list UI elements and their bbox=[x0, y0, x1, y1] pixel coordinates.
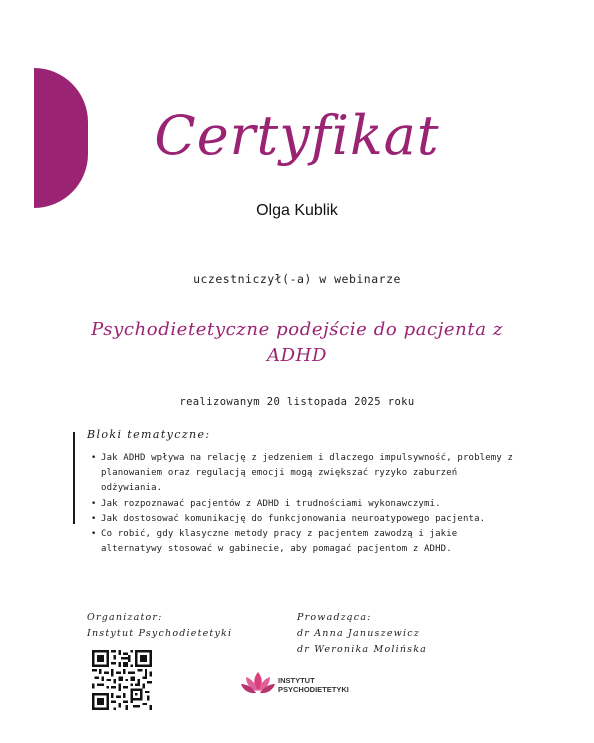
participation-text: uczestniczył(-a) w webinarze bbox=[193, 272, 401, 286]
topic-item: • Jak dostosować komunikację do funkcjonowania neuroatypowego pacjenta. bbox=[91, 512, 521, 527]
topics-heading: Bloki tematyczne: bbox=[87, 428, 211, 441]
organizer-name: Instytut Psychodietetyki bbox=[87, 628, 233, 639]
certificate-title: Certyfikat bbox=[154, 104, 440, 167]
lotus-logo-icon bbox=[240, 668, 276, 698]
webinar-title: Psychodietetyczne podejście do pacjenta z ADHD bbox=[91, 319, 503, 366]
recipient-name: Olga Kublik bbox=[256, 202, 338, 219]
topics-list bbox=[91, 451, 521, 557]
leaders-label: Prowadząca: bbox=[297, 612, 372, 623]
logo-wordmark bbox=[278, 676, 349, 694]
webinar-date: realizowanym 20 listopada 2025 roku bbox=[179, 396, 415, 408]
topic-item: • Co robić, gdy klasyczne metody pracy z pacjentem zawodzą i jakie alternatywy stosować w gabinecie, aby pomagać pacjentom z ADHD. bbox=[91, 527, 521, 557]
leader-name: dr Anna Januszewicz bbox=[297, 628, 420, 639]
topic-item: • Jak ADHD wpływa na relację z jedzeniem i dlaczego impulsywność, problemy z planowaniem oraz regulacją emocji mogą zwiększać ryzyko zaburzeń odżywiania. bbox=[91, 451, 521, 497]
logo-line: INSTYTUT bbox=[278, 676, 315, 685]
qr-code-icon[interactable] bbox=[92, 650, 152, 710]
logo-line: PSYCHODIETETYKI bbox=[278, 685, 349, 694]
leader-name: dr Weronika Molińska bbox=[297, 644, 428, 655]
organizer-label: Organizator: bbox=[87, 612, 163, 623]
topics-accent-bar bbox=[73, 432, 75, 524]
topic-item: • Jak rozpoznawać pacjentów z ADHD i trudnościami wykonawczymi. bbox=[91, 497, 521, 512]
institute-logo bbox=[240, 668, 380, 700]
